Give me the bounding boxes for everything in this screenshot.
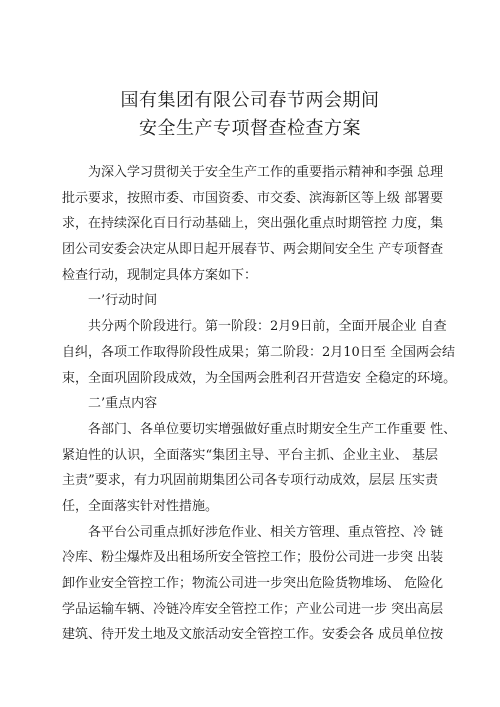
paragraph-line: 共分两个阶段进行。第一阶段：2月9日前，全面开展企业 自查 <box>88 319 447 335</box>
paragraph-line: 批示要求，按照市委、市国资委、市交委、滨海新区等上级 部署要 <box>62 190 444 206</box>
paragraph-line: 检查行动，现制定具体方案如下： <box>62 267 258 283</box>
paragraph-line: 各部门、各单位要切实增强做好重点时期安全生产工作重要 性、 <box>88 421 457 437</box>
paragraph-line: 为深入学习贯彻关于安全生产工作的重要指示精神和李强 总理 <box>88 165 444 180</box>
paragraph-line: 紧迫性的认识，全面落实“集团主导、平台主抓、企业主业、 基层 <box>62 447 438 463</box>
paragraph-line: 求，在持续深化百日行动基础上，突出强化重点时期管控 力度，集 <box>62 216 444 232</box>
paragraph-line: 主责”要求，有力巩固前期集团公司各专项行动成效，层层 压实责 <box>62 473 438 489</box>
paragraph-line: 各平台公司重点抓好涉危作业、相关方管理、重点管控、冷 链 <box>88 524 444 540</box>
paragraph-line: 学品运输车辆、冷链冷库安全管控工作；产业公司进一步 突出高层 <box>62 601 444 617</box>
paragraph-line: 任，全面落实针对性措施。 <box>62 498 219 514</box>
paragraph-line: 卸作业安全管控工作；物流公司进一步突出危险货物堆场、 危险化 <box>62 576 444 591</box>
paragraph-line: 束，全面巩固阶段成效，为全国两会胜利召开营造安 全稳定的环境。 <box>62 370 457 386</box>
document-title-line-2: 安全生产专项督查检查方案 <box>139 118 361 139</box>
section-heading-2: 二’重点内容 <box>88 396 158 412</box>
paragraph-line: 自纠，各项工作取得阶段性成果；第二阶段：2月10日至 全国两会结 <box>62 344 455 360</box>
paragraph-line: 冷库、粉尘爆炸及出租场所安全管控工作；股份公司进一步突 出装 <box>62 550 444 566</box>
document-title-line-1: 国有集团有限公司春节两会期间 <box>120 90 380 111</box>
document-body <box>62 160 457 648</box>
paragraph-line: 团公司安委会决定从即日起开展春节、两会期间安全生 产专项督查 <box>62 242 444 258</box>
section-heading-1: 一’行动时间 <box>88 293 158 309</box>
paragraph-line: 建筑、待开发土地及文旅活动安全管控工作。安委会各 成员单位按 <box>62 627 444 643</box>
